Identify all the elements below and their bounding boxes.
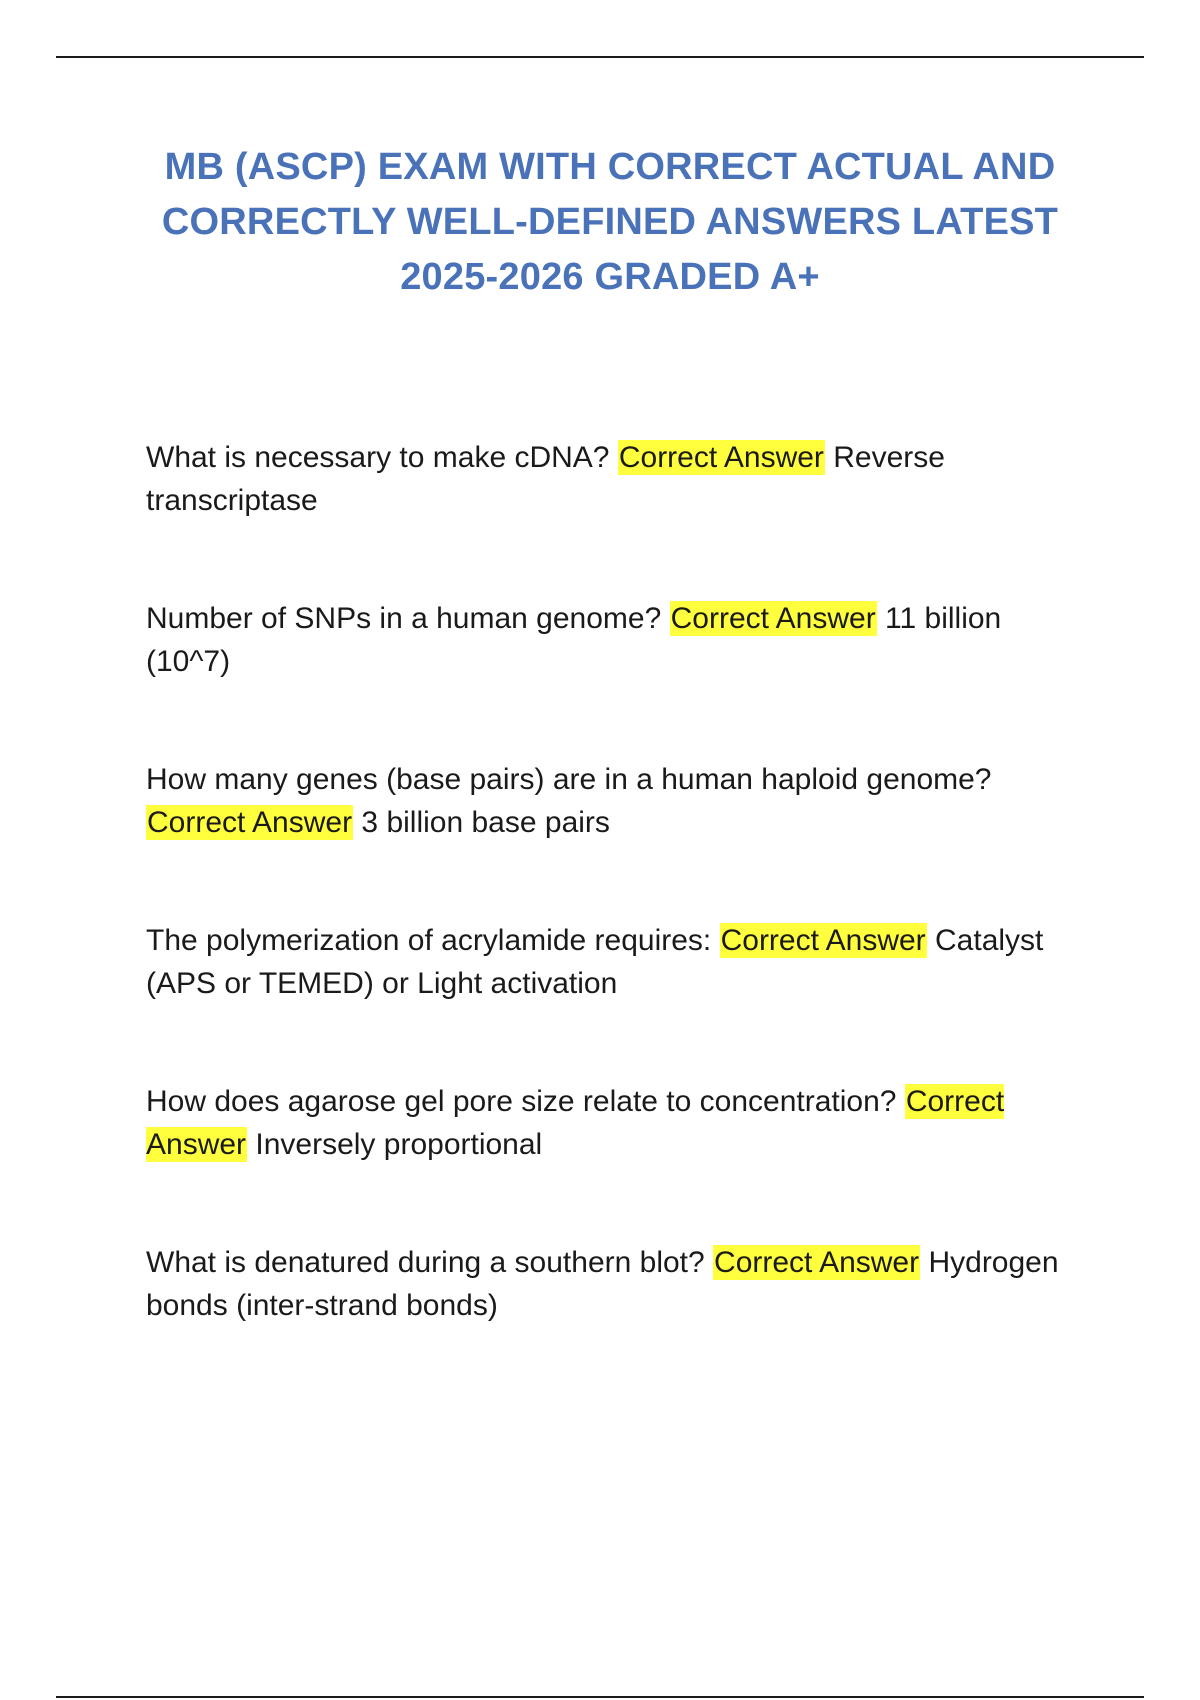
question-text: What is denatured during a southern blot? [146,1246,705,1279]
qa-item [146,1080,1086,1166]
answer-text: Reverse transcriptase [146,441,945,517]
qa-list [146,436,1086,1402]
qa-item [146,919,1086,1005]
title-line: MB (ASCP) EXAM WITH CORRECT ACTUAL AND [164,146,1056,188]
correct-answer-label: Correct Answer [720,924,926,957]
answer-text: Inversely proportional [255,1128,543,1161]
qa-item [146,1241,1086,1327]
question-text: What is necessary to make cDNA? [146,441,610,474]
correct-answer-label: Correct Answer [146,1085,1005,1161]
correct-answer-label: Correct Answer [147,806,353,839]
top-rule [56,56,1144,58]
question-text: Number of SNPs in a human genome? [146,602,662,635]
qa-item [146,597,1086,683]
title-line: CORRECTLY WELL-DEFINED ANSWERS LATEST [161,201,1059,243]
question-text: How does agarose gel pore size relate to concentration? [146,1085,897,1118]
bottom-rule [56,1696,1144,1698]
answer-text: Hydrogen bonds (inter-strand bonds) [146,1246,1059,1322]
qa-item [146,758,1086,844]
correct-answer-label: Correct Answer [714,1246,920,1279]
question-text: The polymerization of acrylamide requires: [146,924,712,957]
question-text: How many genes (base pairs) are in a human haploid genome? [146,763,992,796]
qa-item [146,436,1086,522]
title-line: 2025-2026 GRADED A+ [400,256,820,298]
correct-answer-label: Correct Answer [670,602,876,635]
answer-text: Catalyst (APS or TEMED) or Light activation [146,924,1044,1000]
answer-text: 3 billion base pairs [361,806,610,839]
correct-answer-label: Correct Answer [618,441,824,474]
answer-text: 11 billion (10^7) [146,602,1002,678]
document-title [130,140,1090,305]
